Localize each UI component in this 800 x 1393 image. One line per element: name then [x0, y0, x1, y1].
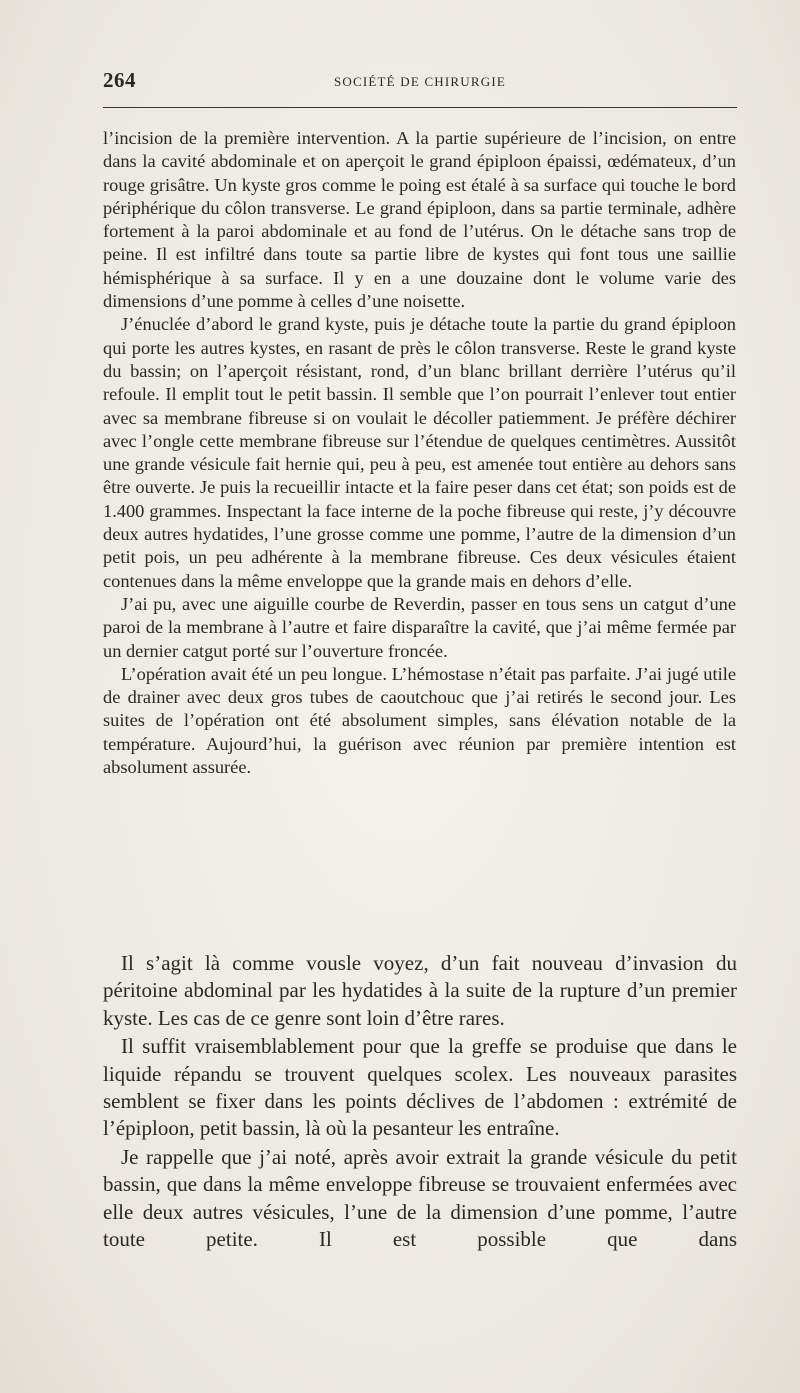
page-number: 264	[103, 68, 136, 92]
paragraph: Je rappelle que j’ai noté, après avoir extrait la grande vésicule du petit bassin, que dans la même enveloppe fibreuse se trouvaient enfermées avec elle deux autres vésicules, l’une de la dimension d’une pomme, l’autre toute petite. Il est possible que dans	[103, 1144, 737, 1252]
paragraph: J’ai pu, avec une aiguille courbe de Reverdin, passer en tous sens un catgut d’une paroi de la membrane à l’autre et faire disparaître la cavité, que j’ai même fermée par un dernier catgut porté sur l’ouverture froncée.	[103, 593, 736, 661]
running-head: SOCIÉTÉ DE CHIRURGIE	[333, 74, 507, 89]
paragraph: J’énuclée d’abord le grand kyste, puis je détache toute la partie du grand épiploon qui porte les autres kystes, en rasant de près le côlon transverse. Reste le grand kyste du bassin; on l’aperçoit résistant, rond, d’un blanc brillant derrière l’utérus qu’il refoule. Il emplit tout le petit bassin. Il semble que l’on pourrait l’enlever tout entier avec sa membrane fibreuse si on voulait le décoller patiemment. Je préfère déchirer avec l’ongle cette membrane fibreuse sur l’étendue de quelques centimètres. Aussitôt une grande vésicule fait hernie qui, peu à peu, est amenée tout entière au dehors sans être ouverte. Je puis la recueillir intacte et la faire peser dans cet état; son poids est de 1.400 grammes. Inspectant la face interne de la poche fibreuse qui reste, j’y découvre deux autres hydatides, l’une grosse comme une pomme, l’autre de la dimension d’un petit pois, un peu adhérente à la membrane fibreuse. Ces deux vésicules étaient contenues dans la même enveloppe que la grande mais en dehors d’elle.	[103, 314, 736, 591]
case-report-text	[103, 127, 736, 779]
paragraph: Il suffit vraisemblablement pour que la greffe se produise que dans le liquide répandu se trouvent quelques scolex. Les nouveaux parasites semblent se fixer dans les points déclives de l’abdomen : extrémité de l’épiploon, petit bassin, là où la pesanteur les entraîne.	[103, 1034, 737, 1141]
paragraph: Il s’agit là comme vousle voyez, d’un fait nouveau d’invasion du péritoine abdominal par les hydatides à la suite de la rupture d’un premier kyste. Les cas de ce genre sont loin d’être rares.	[103, 951, 737, 1030]
paragraph: l’incision de la première intervention. A la partie supérieure de l’incision, on entre dans la cavité abdominale et on aperçoit le grand épiploon épaissi, œdémateux, d’un rouge grisâtre. Un kyste gros comme le poing est étalé à sa surface qui touche le bord périphérique du côlon transverse. Le grand épiploon, dans sa partie terminale, adhère fortement à la paroi abdominale et au fond de l’utérus. On le détache sans trop de peine. Il est infiltré dans toute sa partie libre de kystes qui font tous une saillie hémisphérique à sa surface. Il y en a une douzaine dont le volume varie des dimensions d’une pomme à celles d’une noisette.	[103, 128, 736, 312]
commentary-text	[103, 950, 737, 1254]
header-rule	[103, 107, 737, 108]
page-header	[103, 68, 737, 96]
paragraph: L’opération avait été un peu longue. L’hémostase n’était pas parfaite. J’ai jugé utile de drainer avec deux gros tubes de caoutchouc que j’ai retirés le second jour. Les suites de l’opération ont été absolument simples, sans élévation notable de la température. Aujourd’hui, la guérison avec réunion par première intention est absolument assurée.	[103, 663, 736, 778]
